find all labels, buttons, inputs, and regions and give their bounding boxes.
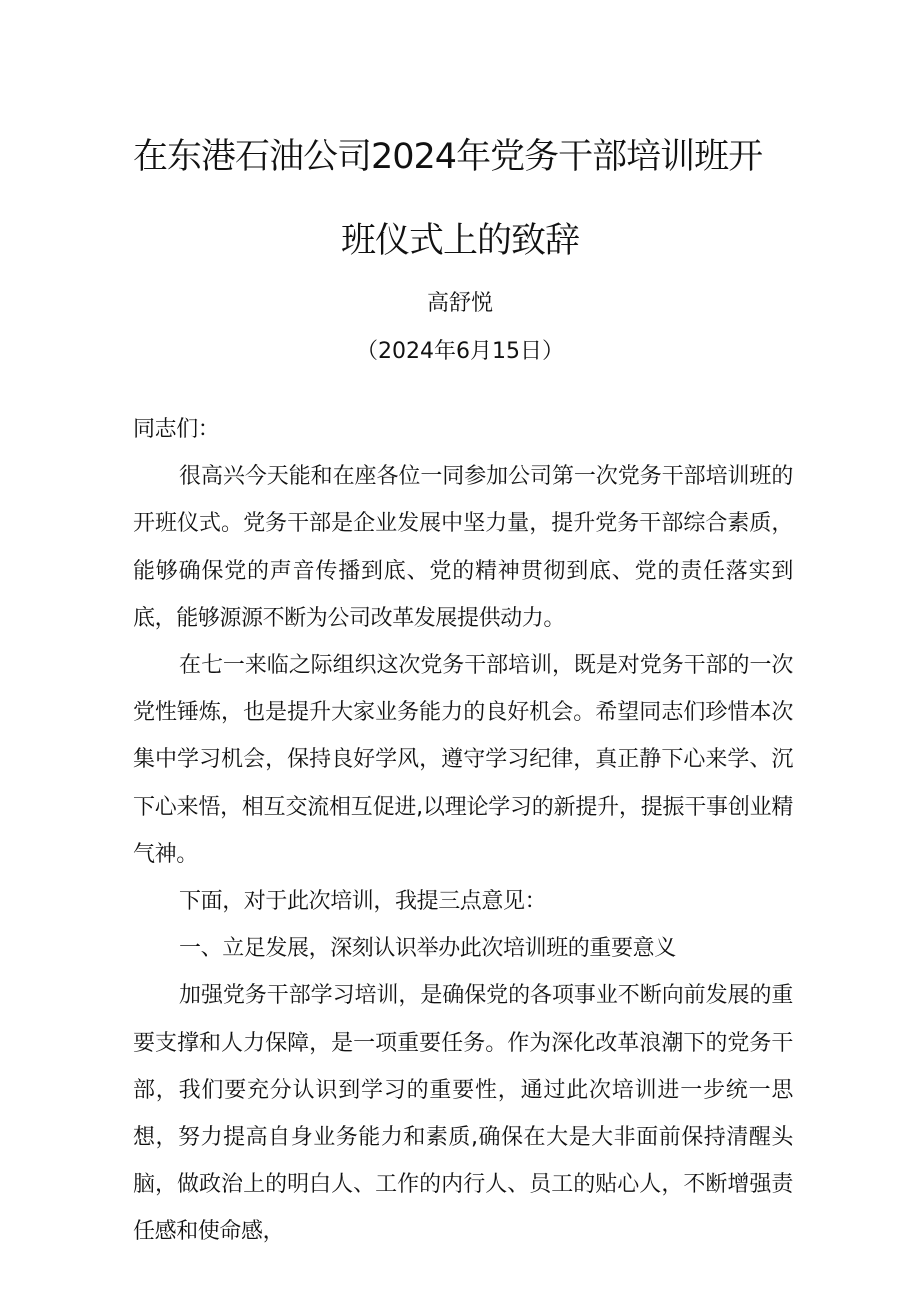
document-title-line-1: 在东港石油公司2024年党务干部培训班开 <box>133 137 763 177</box>
salutation: 同志们： <box>133 417 220 442</box>
paragraph-1: 很高兴今天能和在座各位一同参加公司第一次党务干部培训班的开班仪式。党务干部是企业发展中坚力量，提升党务干部综合素质，能够确保党的声音传播到底、党的精神贯彻到底、党的责任落实到底，能够源源不断为公司改革发展提供动力。 <box>133 464 793 631</box>
paragraph-2: 在七一来临之际组织这次党务干部培训，既是对党务干部的一次党性锤炼，也是提升大家业务能力的良好机会。希望同志们珍惜本次集中学习机会，保持良好学风，遵守学习纪律，真正静下心来学、沉下心来悟，相互交流相互促进,以理论学习的新提升，提振干事创业精气神。 <box>133 653 793 867</box>
document-title-line-2: 班仪式上的致辞 <box>340 221 579 261</box>
speech-date: （2024年6月15日） <box>356 339 564 364</box>
paragraph-3: 下面，对于此次培训，我提三点意见： <box>179 889 547 915</box>
document-body <box>133 406 793 1256</box>
paragraph-4: 加强党务干部学习培训，是确保党的各项事业不断向前发展的重要支撑和人力保障，是一项重要任务。作为深化改革浪潮下的党务干部，我们要充分认识到学习的重要性，通过此次培训进一步统一思想，努力提高自身业务能力和素质,确保在大是大非面前保持清醒头脑，做政治上的明白人、工作的内行人、员工的贴心人，不断增强责任感和使命感， <box>133 983 793 1245</box>
author-name: 高舒悦 <box>426 291 493 316</box>
section-heading-1: 一、立足发展，深刻认识举办此次培训班的重要意义 <box>179 936 676 962</box>
